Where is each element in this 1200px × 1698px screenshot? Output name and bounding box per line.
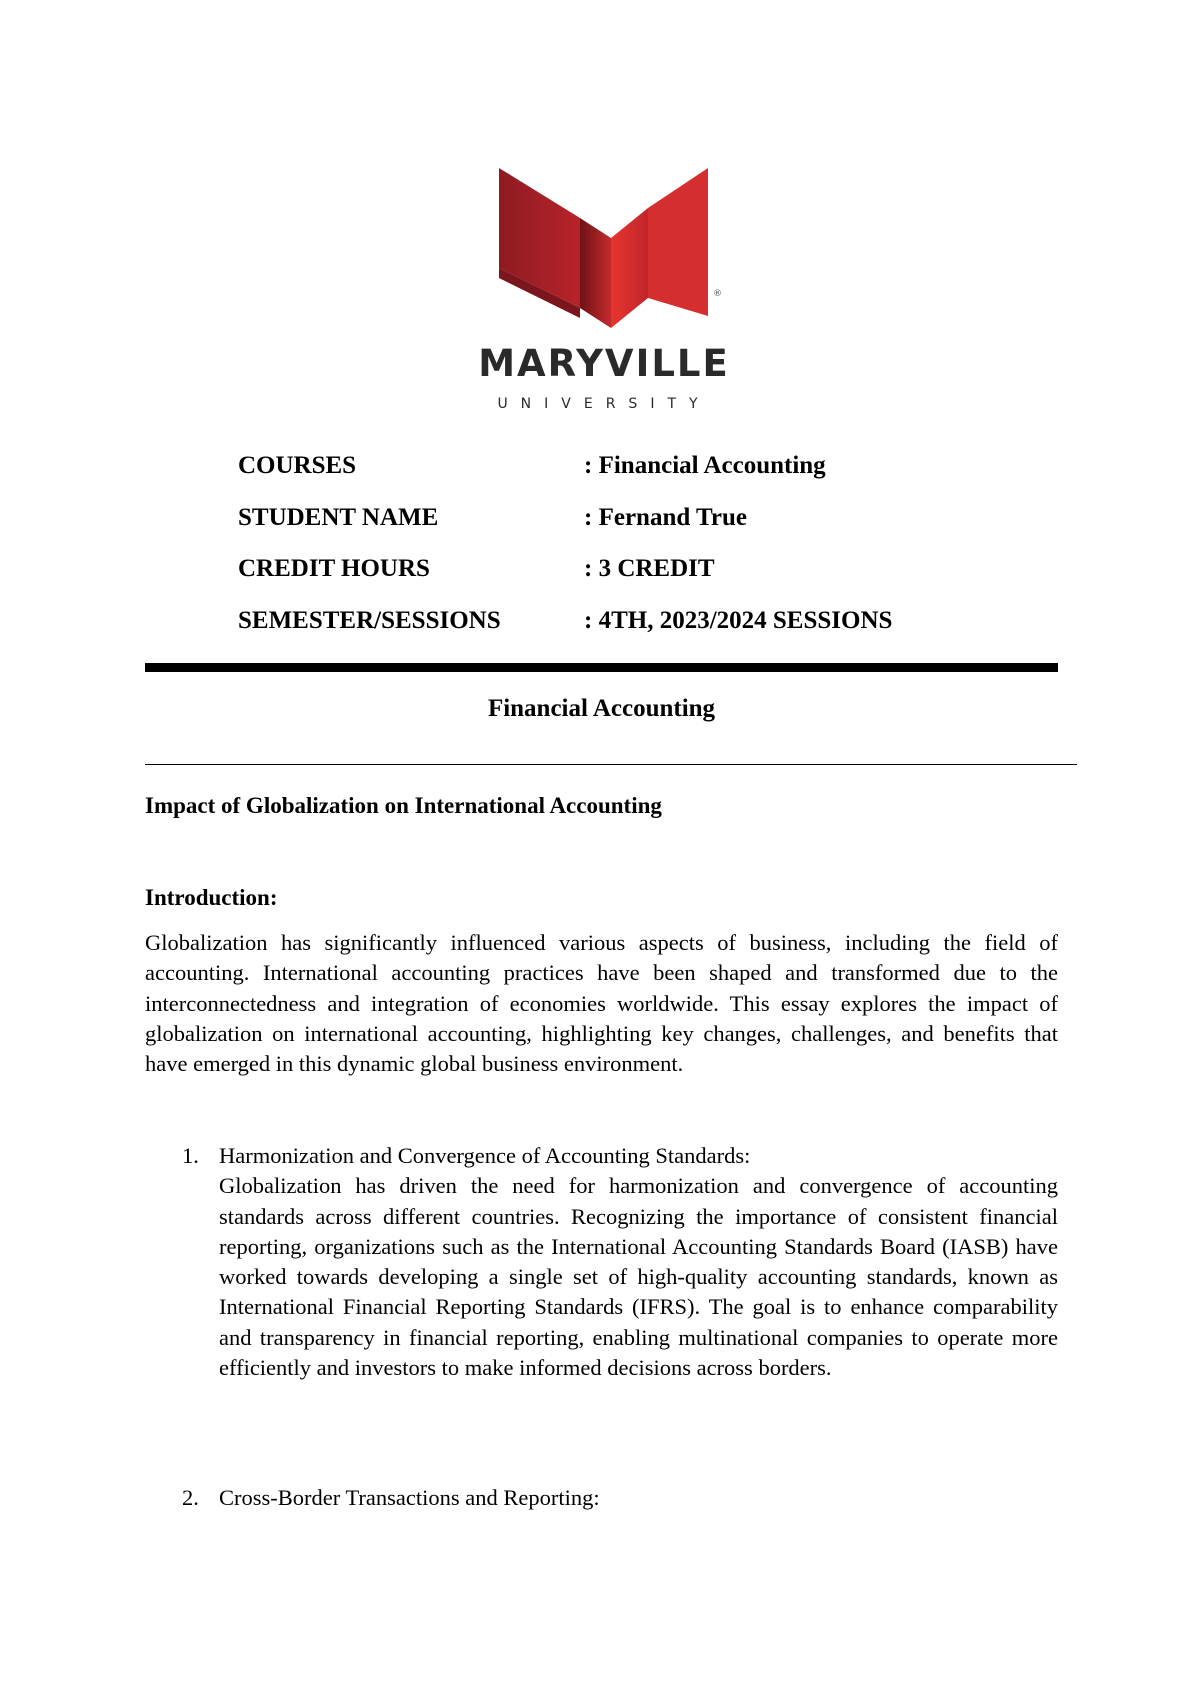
- logo-wordmark: MARYVILLE: [478, 342, 730, 385]
- section-heading: Impact of Globalization on International Accounting: [145, 793, 662, 818]
- list-item-heading: Cross-Border Transactions and Reporting:: [219, 1485, 600, 1510]
- registered-mark: ®: [713, 289, 722, 299]
- list-item-body: Globalization has driven the need for harmonization and convergence of accounting standards across different countries. Recognizing the importance of consistent financial reporting, organizations such as the International Accounting Standards Board (IASB) have worked towards developing a single set of high-quality accounting standards, known as International Financial Reporting Standards (IFRS). The goal is to enhance comparability and transparency in financial reporting, enabling multinational companies to operate more efficiently and investors to make informed decisions across borders.: [219, 1173, 1058, 1381]
- info-label: SEMESTER/SESSIONS: [238, 606, 501, 634]
- thin-divider: [145, 764, 1077, 765]
- info-row-courses: [238, 452, 1058, 504]
- info-row-student-name: [238, 504, 1058, 556]
- info-value: : Fernand True: [584, 503, 747, 531]
- list-item-heading: Harmonization and Convergence of Accounting Standards:: [219, 1143, 751, 1168]
- info-row-credit-hours: [238, 555, 1058, 607]
- list-item: [182, 1141, 1058, 1383]
- list-number: 2.: [182, 1485, 199, 1510]
- maryville-m-icon: [470, 148, 740, 438]
- thick-divider: [145, 663, 1058, 672]
- info-value: : 4TH, 2023/2024 SESSIONS: [584, 606, 893, 634]
- info-label: CREDIT HOURS: [238, 555, 430, 582]
- info-value: : Financial Accounting: [584, 452, 826, 479]
- list-item: [182, 1483, 1058, 1513]
- university-logo: [470, 148, 740, 438]
- list-number: 1.: [182, 1143, 199, 1168]
- cover-info-table: [238, 452, 1058, 658]
- info-row-semester: [238, 607, 1058, 659]
- logo-subtitle: UNIVERSITY: [497, 396, 711, 412]
- document-title: Financial Accounting: [487, 695, 716, 722]
- info-value: : 3 CREDIT: [584, 555, 715, 582]
- info-label: STUDENT NAME: [238, 503, 439, 531]
- intro-heading: Introduction:: [145, 885, 278, 910]
- intro-paragraph: Globalization has significantly influenced various aspects of business, including the field of accounting. International accounting practices have been shaped and transformed due to the interconnectedness and integration of economies worldwide. This essay explores the impact of globalization on international accounting, highlighting key changes, challenges, and benefits that have emerged in this dynamic global business environment.: [145, 930, 1058, 1077]
- info-label: COURSES: [238, 452, 357, 479]
